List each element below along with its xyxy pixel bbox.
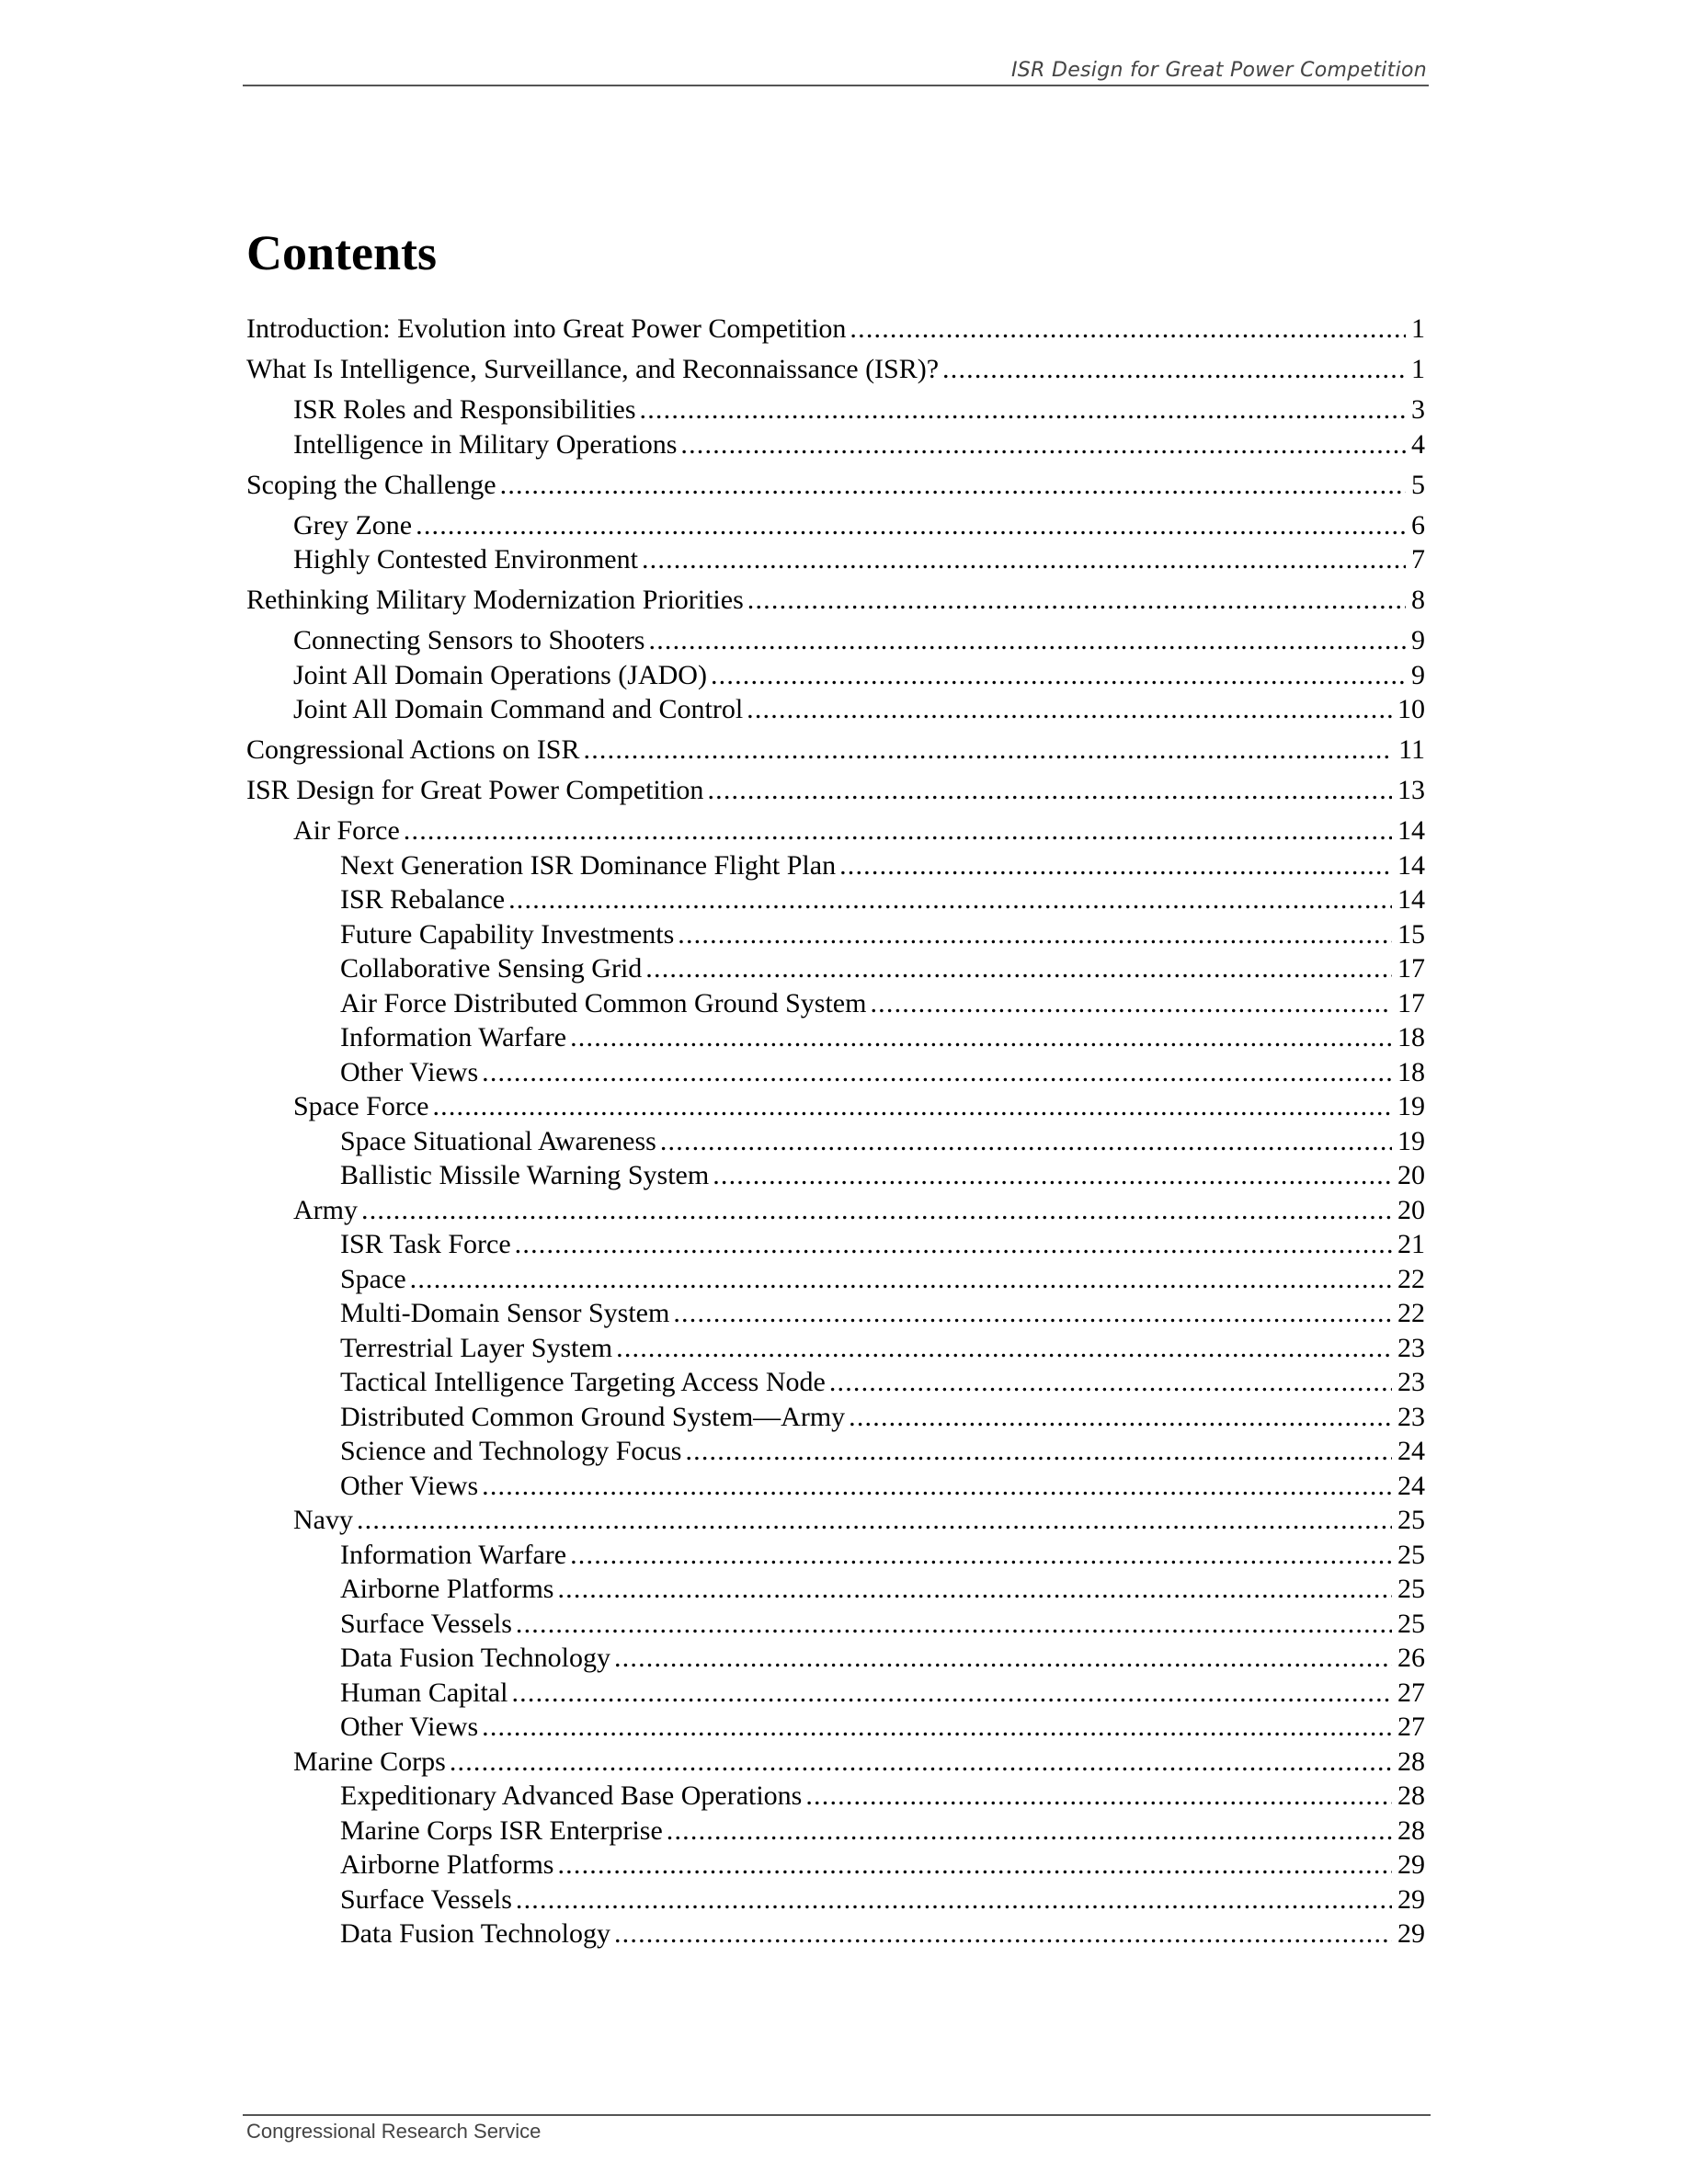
toc-entry[interactable] (246, 883, 1425, 916)
toc-entry-label: Army (293, 1194, 358, 1225)
toc-entry-label: Surface Vessels (340, 1883, 512, 1915)
dot-leader (673, 1297, 1392, 1330)
toc-entry-page-number: 1 (1411, 354, 1425, 384)
dot-leader (839, 849, 1392, 882)
toc-entry[interactable] (246, 849, 1425, 882)
toc-entry-page-number: 19 (1397, 1125, 1425, 1156)
toc-entry-page-number: 28 (1397, 1780, 1425, 1811)
toc-entry-page-number: 6 (1411, 509, 1425, 540)
dot-leader (642, 543, 1406, 576)
toc-entry-label: Joint All Domain Command and Control (293, 694, 744, 724)
toc-entry[interactable] (246, 1848, 1425, 1882)
dot-leader (416, 509, 1406, 542)
toc-entry[interactable] (246, 393, 1425, 427)
dot-leader (584, 734, 1394, 767)
dot-leader (829, 1366, 1392, 1399)
toc-entry-label: Other Views (340, 1712, 479, 1742)
toc-entry[interactable] (246, 1780, 1425, 1813)
dot-leader (640, 393, 1406, 427)
toc-entry-label: Collaborative Sensing Grid (340, 953, 643, 984)
toc-entry-page-number: 18 (1397, 1022, 1425, 1052)
toc-entry[interactable] (246, 814, 1425, 847)
toc-entry-label: Space Force (293, 1091, 429, 1121)
dot-leader (747, 584, 1406, 617)
toc-entry[interactable] (246, 1263, 1425, 1296)
dot-leader (616, 1332, 1392, 1365)
toc-entry-page-number: 28 (1397, 1746, 1425, 1777)
toc-entry-page-number: 27 (1397, 1677, 1425, 1708)
toc-entry-label: Distributed Common Ground System—Army (340, 1401, 846, 1432)
dot-leader (515, 1228, 1392, 1261)
running-header (243, 57, 1429, 86)
toc-entry-page-number: 27 (1397, 1712, 1425, 1742)
toc-entry-page-number: 28 (1397, 1814, 1425, 1846)
toc-entry[interactable] (246, 1642, 1425, 1675)
dot-leader (570, 1021, 1392, 1054)
dot-leader (667, 1814, 1392, 1848)
toc-entry-label: Congressional Actions on ISR (246, 734, 580, 765)
toc-entry-page-number: 29 (1397, 1849, 1425, 1880)
toc-entry[interactable] (246, 1297, 1425, 1330)
toc-entry-page-number: 8 (1411, 585, 1425, 615)
toc-entry-page-number: 4 (1411, 428, 1425, 460)
toc-entry-label: ISR Task Force (340, 1229, 511, 1259)
toc-entry-label: Human Capital (340, 1677, 508, 1708)
toc-entry-label: ISR Rebalance (340, 884, 506, 915)
dot-leader (482, 1711, 1392, 1744)
toc-entry-label: Rethinking Military Modernization Priorities (246, 585, 744, 615)
dot-leader (747, 693, 1392, 726)
dot-leader (557, 1848, 1392, 1882)
toc-entry[interactable] (246, 1470, 1425, 1503)
toc-entry-label: Information Warfare (340, 1539, 567, 1570)
dot-leader (645, 952, 1392, 985)
dot-leader (570, 1539, 1392, 1572)
toc-entry[interactable] (246, 1435, 1425, 1468)
toc-entry-page-number: 25 (1397, 1505, 1425, 1535)
toc-entry[interactable] (246, 353, 1425, 386)
toc-entry[interactable] (246, 1917, 1425, 1951)
dot-leader (678, 918, 1392, 951)
footer-publisher: Congressional Research Service (246, 2120, 542, 2143)
toc-entry-page-number: 24 (1397, 1470, 1425, 1501)
dot-leader (482, 1470, 1392, 1503)
toc-entry-page-number: 20 (1397, 1160, 1425, 1190)
toc-entry[interactable] (246, 1332, 1425, 1365)
toc-entry[interactable] (246, 1573, 1425, 1606)
dot-leader (850, 313, 1406, 346)
toc-entry[interactable] (246, 1883, 1425, 1917)
toc-entry-label: Other Views (340, 1056, 479, 1087)
toc-entry-label: Space Situational Awareness (340, 1125, 656, 1156)
toc-entry-page-number: 9 (1411, 659, 1425, 690)
toc-entry-page-number: 22 (1397, 1263, 1425, 1294)
toc-entry-page-number: 17 (1397, 953, 1425, 984)
toc-entry[interactable] (246, 1504, 1425, 1537)
toc-entry-page-number: 5 (1411, 469, 1425, 500)
toc-entry-label: Tactical Intelligence Targeting Access Node (340, 1367, 826, 1397)
dot-leader (685, 1435, 1392, 1468)
toc-entry-label: ISR Roles and Responsibilities (293, 394, 636, 425)
toc-entry-page-number: 14 (1397, 815, 1425, 846)
dot-leader (711, 659, 1406, 692)
toc-entry[interactable] (246, 1056, 1425, 1089)
toc-entry-page-number: 26 (1397, 1643, 1425, 1673)
toc-entry-label: Airborne Platforms (340, 1574, 554, 1604)
toc-entry-page-number: 3 (1411, 394, 1425, 425)
toc-entry[interactable] (246, 1228, 1425, 1261)
toc-entry-label: Marine Corps (293, 1746, 446, 1777)
toc-entry[interactable] (246, 1159, 1425, 1192)
toc-entry-label: Science and Technology Focus (340, 1436, 682, 1466)
toc-entry-page-number: 15 (1397, 918, 1425, 950)
toc-entry[interactable] (246, 584, 1425, 617)
dot-leader (649, 624, 1407, 657)
dot-leader (849, 1401, 1392, 1434)
toc-entry[interactable] (246, 734, 1425, 767)
toc-entry-page-number: 18 (1397, 1056, 1425, 1087)
toc-entry[interactable] (246, 1608, 1425, 1641)
toc-entry-label: Air Force Distributed Common Ground System (340, 987, 867, 1018)
toc-entry-label: Highly Contested Environment (293, 544, 638, 574)
toc-entry-label: Ballistic Missile Warning System (340, 1160, 710, 1190)
toc-entry[interactable] (246, 987, 1425, 1020)
dot-leader (361, 1194, 1392, 1227)
dot-leader (432, 1090, 1392, 1123)
page-title: Contents (246, 225, 438, 280)
toc-entry-page-number: 22 (1397, 1298, 1425, 1328)
running-header-title: ISR Design for Great Power Competition (1011, 59, 1427, 82)
toc-entry-label: Airborne Platforms (340, 1849, 554, 1880)
toc-entry[interactable] (246, 313, 1425, 346)
toc-entry[interactable] (246, 1401, 1425, 1434)
toc-entry-page-number: 23 (1397, 1401, 1425, 1432)
dot-leader (557, 1573, 1392, 1606)
toc-entry-page-number: 24 (1397, 1436, 1425, 1466)
toc-entry-page-number: 19 (1397, 1091, 1425, 1121)
toc-entry[interactable] (246, 774, 1425, 807)
toc-entry-page-number: 21 (1397, 1229, 1425, 1259)
toc-entry-label: Multi-Domain Sensor System (340, 1298, 670, 1328)
dot-leader (614, 1917, 1392, 1951)
dot-leader (404, 814, 1392, 847)
toc-entry-page-number: 1 (1411, 313, 1425, 344)
dot-leader (450, 1746, 1392, 1779)
toc-entry-label: What Is Intelligence, Surveillance, and Reconnaissance (ISR)? (246, 354, 940, 384)
toc-entry-label: Air Force (293, 815, 400, 846)
dot-leader (511, 1677, 1392, 1710)
toc-entry-page-number: 25 (1397, 1608, 1425, 1639)
toc-entry-label: Introduction: Evolution into Great Power Competition (246, 313, 847, 344)
dot-leader (357, 1504, 1392, 1537)
toc-entry-page-number: 17 (1397, 987, 1425, 1018)
dot-leader (482, 1056, 1392, 1089)
dot-leader (870, 987, 1392, 1020)
dot-leader (508, 883, 1392, 916)
toc-entry-label: Next Generation ISR Dominance Flight Plan (340, 849, 837, 881)
toc-entry[interactable] (246, 1090, 1425, 1123)
dot-leader (614, 1642, 1392, 1675)
toc-entry-label: Other Views (340, 1470, 479, 1501)
toc-entry[interactable] (246, 1539, 1425, 1572)
toc-entry[interactable] (246, 1366, 1425, 1399)
toc-entry-label: Terrestrial Layer System (340, 1332, 613, 1363)
toc-entry[interactable] (246, 693, 1425, 726)
dot-leader (707, 774, 1392, 807)
dot-leader (805, 1780, 1392, 1813)
toc-entry-page-number: 14 (1397, 884, 1425, 915)
toc-entry-page-number: 11 (1398, 734, 1425, 765)
toc-entry[interactable] (246, 1194, 1425, 1227)
toc-entry-label: Data Fusion Technology (340, 1918, 610, 1949)
toc-entry-page-number: 10 (1397, 694, 1425, 724)
toc-entry-label: Marine Corps ISR Enterprise (340, 1814, 663, 1846)
dot-leader (516, 1883, 1392, 1917)
toc-entry-page-number: 23 (1397, 1332, 1425, 1363)
toc-entry-label: Connecting Sensors to Shooters (293, 625, 645, 655)
toc-entry-page-number: 9 (1411, 625, 1425, 655)
toc-entry-page-number: 7 (1411, 544, 1425, 574)
toc-entry-page-number: 13 (1397, 775, 1425, 805)
dot-leader (942, 353, 1406, 386)
toc-entry[interactable] (246, 509, 1425, 542)
toc-entry-label: Grey Zone (293, 509, 413, 540)
dot-leader (516, 1608, 1392, 1641)
toc-entry[interactable] (246, 1814, 1425, 1848)
toc-entry[interactable] (246, 659, 1425, 692)
dot-leader (680, 428, 1406, 461)
toc-entry-label: ISR Design for Great Power Competition (246, 775, 704, 805)
toc-entry-page-number: 23 (1397, 1367, 1425, 1397)
toc-entry-label: Future Capability Investments (340, 918, 675, 950)
dot-leader (500, 469, 1406, 502)
toc-entry[interactable] (246, 428, 1425, 461)
toc-entry[interactable] (246, 1677, 1425, 1710)
toc-entry-page-number: 14 (1397, 849, 1425, 881)
toc-entry[interactable] (246, 918, 1425, 951)
dot-leader (410, 1263, 1392, 1296)
toc-entry[interactable] (246, 469, 1425, 502)
toc-entry-label: Joint All Domain Operations (JADO) (293, 659, 707, 690)
toc-entry[interactable] (246, 952, 1425, 985)
toc-entry[interactable] (246, 1021, 1425, 1054)
toc-entry[interactable] (246, 624, 1425, 657)
toc-entry[interactable] (246, 1711, 1425, 1744)
toc-entry[interactable] (246, 1746, 1425, 1779)
toc-entry-page-number: 29 (1397, 1918, 1425, 1949)
toc-entry-label: Expeditionary Advanced Base Operations (340, 1780, 803, 1811)
toc-entry[interactable] (246, 543, 1425, 576)
toc-entry-page-number: 29 (1397, 1883, 1425, 1915)
toc-entry-label: Surface Vessels (340, 1608, 512, 1639)
toc-entry[interactable] (246, 1125, 1425, 1158)
toc-entry-page-number: 25 (1397, 1574, 1425, 1604)
toc-entry-label: Data Fusion Technology (340, 1643, 610, 1673)
dot-leader (660, 1125, 1392, 1158)
toc-entry-page-number: 20 (1397, 1194, 1425, 1225)
dot-leader (713, 1159, 1392, 1192)
toc-entry-label: Navy (293, 1505, 353, 1535)
toc-entry-label: Information Warfare (340, 1022, 567, 1052)
toc-entry-label: Space (340, 1263, 406, 1294)
toc-entry-page-number: 25 (1397, 1539, 1425, 1570)
running-footer (243, 2114, 1431, 2143)
toc-entry-label: Intelligence in Military Operations (293, 428, 678, 460)
toc-entry-label: Scoping the Challenge (246, 469, 496, 500)
